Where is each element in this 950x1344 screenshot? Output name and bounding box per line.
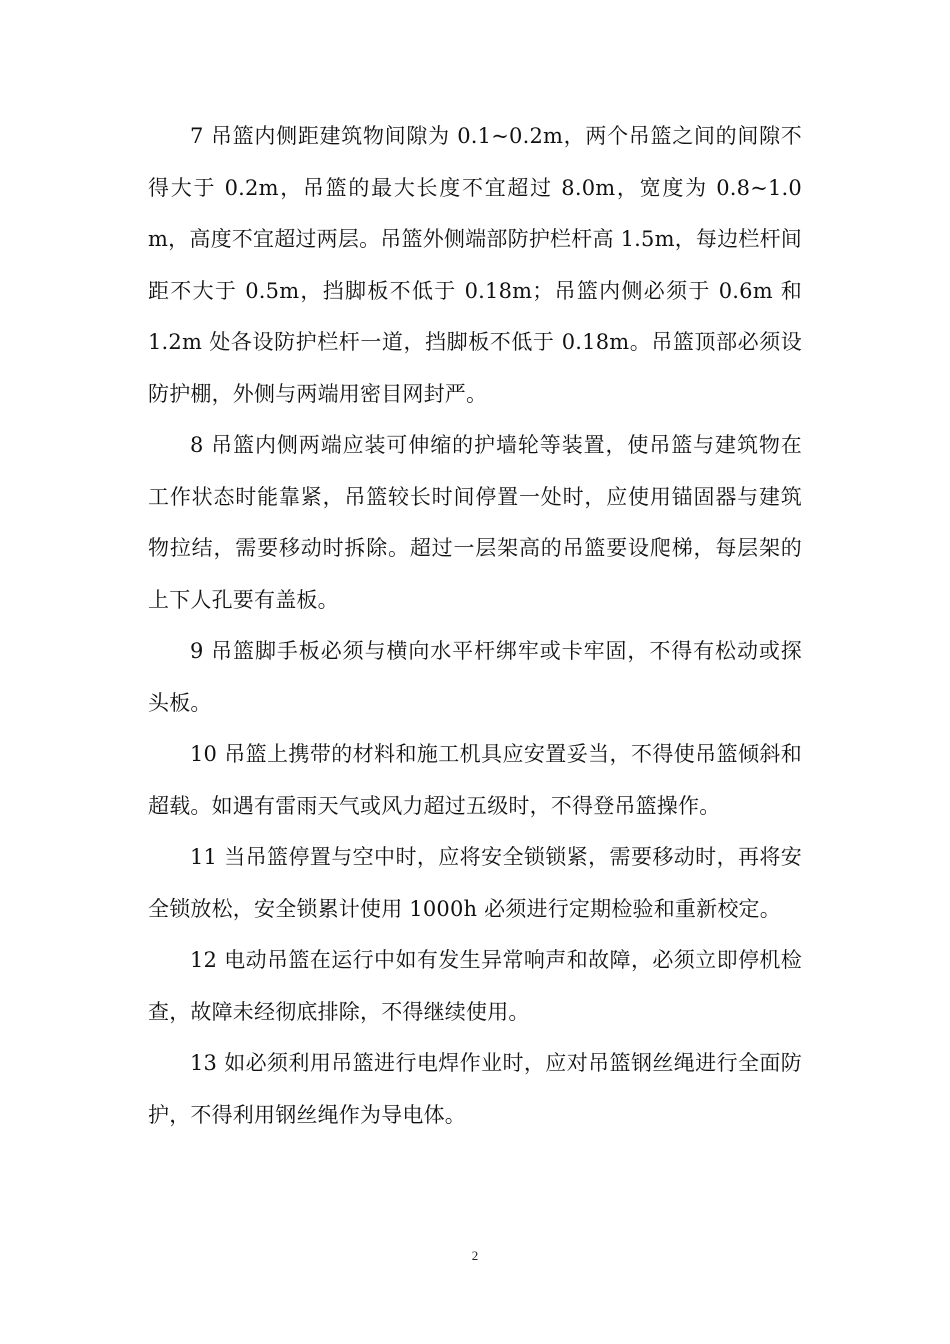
paragraph-10: 10 吊篮上携带的材料和施工机具应安置妥当，不得使吊篮倾斜和超载。如遇有雷雨天气或风力超过五级时，不得登吊篮操作。 (148, 742, 802, 818)
paragraph-8: 8 吊篮内侧两端应装可伸缩的护墙轮等装置，使吊篮与建筑物在工作状态时能靠紧，吊篮较长时间停置一处时，应使用锚固器与建筑物拉结，需要移动时拆除。超过一层架高的吊篮要设爬梯，每层架的上下人孔要有盖板。 (148, 433, 802, 612)
paragraph-11: 11 当吊篮停置与空中时，应将安全锁锁紧，需要移动时，再将安全锁放松，安全锁累计使用 1000h 必须进行定期检验和重新校定。 (148, 845, 802, 921)
paragraph-7: 7 吊篮内侧距建筑物间隙为 0.1~0.2m，两个吊篮之间的间隙不得大于 0.2m，吊篮的最大长度不宜超过 8.0m，宽度为 0.8~1.0m，高度不宜超过两层。吊篮外侧端部防护栏杆高 1.5m，每边栏杆间距不大于 0.5m，挡脚板不低于 0.18m；吊篮内侧必须于 0.6m 和 1.2m 处各设防护栏杆一道，挡脚板不低于 0.18m。吊篮顶部必须设防护棚，外侧与两端用密目网封严。 (148, 124, 802, 406)
paragraph-12: 12 电动吊篮在运行中如有发生异常响声和故障，必须立即停机检查，故障未经彻底排除，不得继续使用。 (148, 948, 802, 1024)
page-number: 2 (471, 1248, 479, 1263)
paragraph-9: 9 吊篮脚手板必须与横向水平杆绑牢或卡牢固，不得有松动或探头板。 (148, 639, 802, 715)
paragraph-13: 13 如必须利用吊篮进行电焊作业时，应对吊篮钢丝绳进行全面防护，不得利用钢丝绳作为导电体。 (148, 1051, 802, 1127)
document-body (148, 111, 802, 1141)
